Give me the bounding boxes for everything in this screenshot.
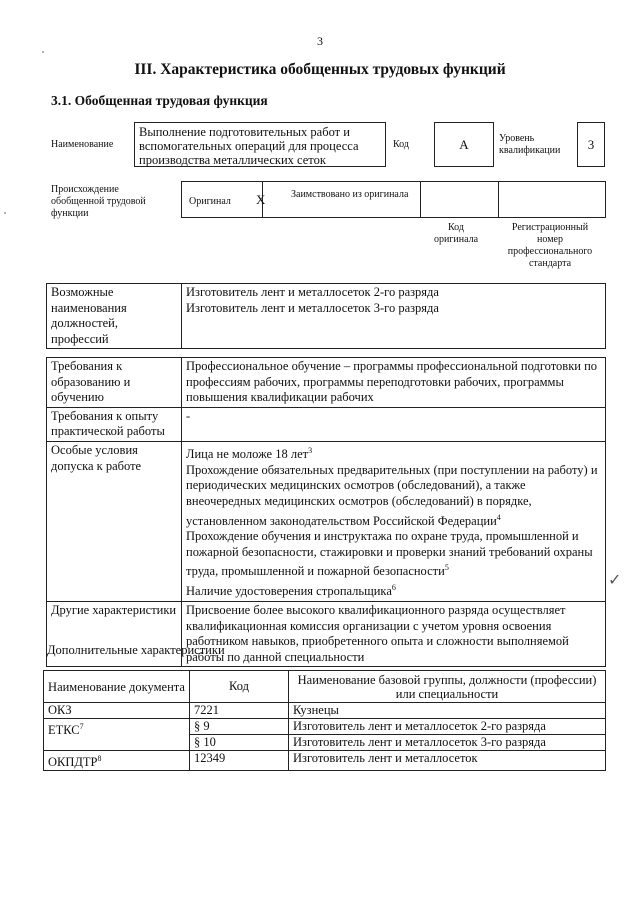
col-doc-header: Наименование документа [44, 671, 190, 703]
code-cell: § 9 [190, 719, 289, 735]
name-cell: Изготовитель лент и металлосеток 3-го разряда [289, 735, 606, 751]
additional-title: Дополнительные характеристики [47, 643, 225, 657]
scan-speck [42, 51, 44, 53]
code-value: A [434, 122, 494, 167]
table-row [44, 719, 606, 735]
name-cell: Кузнецы [289, 703, 606, 719]
experience-label: Требования к опыту практической работы [47, 407, 182, 441]
subsection-title: 3.1. Обобщенная трудовая функция [51, 93, 268, 108]
education-label: Требования к образованию и обучению [47, 358, 182, 408]
name-cell: Изготовитель лент и металлосеток [289, 751, 606, 771]
level-value: 3 [577, 122, 605, 167]
code-cell: 7221 [190, 703, 289, 719]
original-label: Оригинал [189, 196, 231, 207]
positions-values [182, 284, 606, 349]
handwritten-check-mark: ✓ [608, 570, 622, 589]
condition-item: Прохождение обязательных предварительных (при поступлении на работу) и периодических медицинских осмотров (обследований), а также внеочередных медицинских осмотров (обследований) в порядке, установленном законодательством Российской Федерации$^4$ [186, 462, 598, 528]
condition-item: Лица не моложе 18 лет$^3$ [186, 445, 313, 462]
other-value: Присвоение более высокого квалификационного разряда осуществляет квалификационная комиссия организации с учетом уровня освоения работником навыков, приобретенного опыта и сложности выполняемой работы по данной специальности [182, 601, 606, 666]
doc-cell: ОКЗ [44, 703, 190, 719]
position-item: Изготовитель лент и металлосеток 3-го разряда [186, 300, 439, 315]
borrowed-label: Заимствовано из оригинала [291, 189, 409, 200]
condition-item: Наличие удостоверения стропальщика$^6$ [186, 583, 396, 599]
doc-cell: ЕТКС$^7$ [44, 719, 190, 751]
code-label: Код [393, 139, 409, 150]
col-name-header: Наименование базовой группы, должности (профессии) или специальности [289, 671, 606, 703]
code-original-caption: Код оригинала [433, 222, 479, 245]
education-value: Профессиональное обучение – программы профессиональной подготовки по профессиям рабочих, программы переподготовки рабочих, программы повышения квалификации рабочих [182, 358, 606, 408]
doc-cell: ОКПДТР$^8$ [44, 751, 190, 771]
page-number: 3 [317, 34, 323, 48]
section-title: III. Характеристика обобщенных трудовых функций [134, 61, 506, 78]
code-cell: 12349 [190, 751, 289, 771]
conditions-values [182, 441, 606, 601]
scan-speck [4, 212, 6, 214]
requirements-table [46, 357, 606, 667]
experience-value: - [182, 407, 606, 441]
origin-label: Происхождение обобщенной трудовой функции [51, 184, 146, 219]
code-cell: § 10 [190, 735, 289, 751]
position-item: Изготовитель лент и металлосеток 2-го разряда [186, 285, 439, 299]
conditions-label: Особые условия допуска к работе [47, 441, 182, 601]
additional-table [43, 670, 606, 771]
original-mark: X [256, 192, 266, 207]
name-cell: Изготовитель лент и металлосеток 2-го разряда [289, 719, 606, 735]
level-label: Уровень квалификации [499, 133, 561, 156]
positions-table [46, 283, 606, 349]
positions-label: Возможные наименования должностей, профессий [47, 284, 182, 349]
table-row [44, 751, 606, 771]
other-label: Другие характеристики [47, 601, 182, 666]
reg-number-caption: Регистрационный номер профессионального стандарта [507, 222, 593, 269]
condition-item: Прохождение обучения и инструктажа по охране труда, промышленной и пожарной безопасности, стажировки и проверки знаний требований охраны труда, промышленной и пожарной безопасности$^5$ [186, 529, 593, 579]
name-value: Выполнение подготовительных работ и вспомогательных операций для процесса производства металлических сеток [134, 122, 386, 167]
col-code-header: Код [190, 671, 289, 703]
name-label: Наименование [51, 139, 114, 150]
table-row [44, 703, 606, 719]
